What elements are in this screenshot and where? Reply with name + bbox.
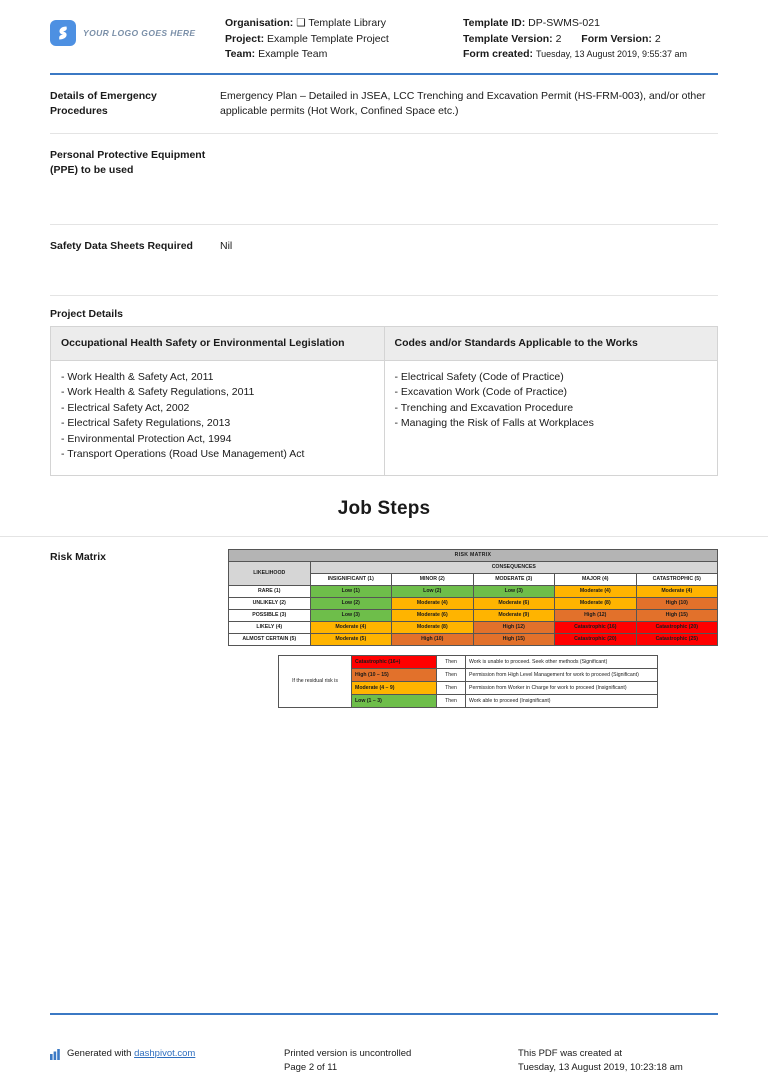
column-header-insignificant: INSIGNIFICANT (1) (310, 573, 392, 585)
legend-action: Work is unable to proceed. Seek other methods (Significant) (466, 655, 658, 668)
project-label: Project: (225, 32, 265, 45)
consequences-axis-label: CONSEQUENCES (310, 561, 718, 573)
table-row (51, 360, 718, 475)
template-version-label: Template Version: (463, 32, 553, 45)
risk-matrix-block (0, 536, 768, 708)
legend-action: Work able to proceed (Insignificant) (466, 694, 658, 707)
field-label: Details of Emergency Procedures (50, 89, 157, 117)
risk-cell: High (10) (636, 597, 718, 609)
risk-matrix-row-unlikely (229, 597, 718, 609)
form-created-label: Form created: (463, 48, 534, 60)
field-rows (0, 75, 768, 296)
legend-then: Then (437, 694, 466, 707)
organisation-label: Organisation: (225, 17, 294, 29)
risk-cell: Moderate (6) (392, 609, 474, 621)
list-item: - Electrical Safety Act, 2002 (61, 401, 190, 414)
risk-cell: Moderate (4) (310, 621, 392, 633)
risk-cell: Low (3) (473, 585, 555, 597)
risk-matrix-row-possible (229, 609, 718, 621)
risk-matrix-row-rare (229, 585, 718, 597)
legend-row-catastrophic (279, 655, 658, 668)
risk-cell: Low (2) (310, 597, 392, 609)
legend-action: Permission from Worker in Charge for work to proceed (Insignificant) (466, 681, 658, 694)
risk-cell: Catastrophic (20) (555, 633, 637, 645)
column-header-codes: Codes and/or Standards Applicable to the Works (384, 326, 718, 360)
field-value: Nil (220, 239, 233, 252)
organisation-line (225, 16, 463, 32)
column-header-legislation: Occupational Health Safety or Environmental Legislation (51, 326, 385, 360)
cell-codes-list (384, 360, 718, 475)
column-header-minor: MINOR (2) (392, 573, 474, 585)
footer-page-number: Page 2 of 11 (284, 1062, 338, 1073)
column-header-major: MAJOR (4) (555, 573, 637, 585)
project-details-table (50, 326, 718, 476)
document-header (0, 0, 768, 63)
residual-risk-qualifier: If the residual risk is (279, 655, 352, 707)
row-header-unlikely: UNLIKELY (2) (229, 597, 311, 609)
risk-cell: High (10) (392, 633, 474, 645)
project-details-title: Project Details (50, 307, 123, 320)
risk-cell: High (12) (555, 609, 637, 621)
risk-cell: Moderate (9) (473, 609, 555, 621)
column-header-moderate: MODERATE (3) (473, 573, 555, 585)
list-item: - Managing the Risk of Falls at Workplaces (394, 417, 594, 429)
risk-matrix-label: Risk Matrix (50, 550, 107, 563)
footer-generated-prefix: Generated with (67, 1048, 132, 1059)
field-value: Emergency Plan – Detailed in JSEA, LCC Trenching and Excavation Permit (HS-FRM-003), and/or other applicable permits (Hot Work, Confined Space etc.) (220, 89, 706, 117)
footer-generated-block (50, 1047, 284, 1075)
risk-cell: Moderate (8) (555, 597, 637, 609)
legend-action: Permission from High Level Management for work to proceed (Significant) (466, 668, 658, 681)
template-id-value: DP-SWMS-021 (528, 17, 600, 29)
list-item: - Work Health & Safety Act, 2011 (61, 370, 214, 383)
row-header-possible: POSSIBLE (3) (229, 609, 311, 621)
risk-matrix-title-row (229, 549, 718, 561)
organisation-value: ❑ Template Library (296, 17, 386, 29)
list-item: - Environmental Protection Act, 1994 (61, 432, 232, 445)
list-item: - Electrical Safety Regulations, 2013 (61, 417, 231, 429)
risk-cell: High (12) (473, 621, 555, 633)
legend-band: Catastrophic (16+) (352, 655, 437, 668)
form-created-value: Tuesday, 13 August 2019, 9:55:37 am (535, 49, 688, 59)
risk-matrix-axis-row (229, 561, 718, 573)
footer-print-block (284, 1047, 518, 1075)
risk-cell: Low (3) (310, 609, 392, 621)
version-line (463, 32, 718, 48)
field-value (220, 148, 718, 210)
risk-cell: Catastrophic (25) (636, 633, 718, 645)
form-created-line (463, 47, 718, 63)
legend-band: High (10 – 15) (352, 668, 437, 681)
risk-matrix-row-likely (229, 621, 718, 633)
dashpivot-link[interactable]: dashpivot.com (134, 1048, 196, 1059)
field-row-emergency-procedures (50, 75, 718, 134)
table-header-row (51, 326, 718, 360)
residual-risk-legend-table (278, 655, 658, 708)
risk-cell: High (15) (636, 609, 718, 621)
row-header-rare: RARE (1) (229, 585, 311, 597)
risk-matrix-table (228, 549, 718, 646)
risk-cell: Moderate (5) (310, 633, 392, 645)
bar-chart-icon (50, 1049, 61, 1060)
list-item: - Electrical Safety (Code of Practice) (394, 370, 564, 383)
document-footer (50, 1047, 718, 1075)
column-header-catastrophic: CATASTROPHIC (5) (636, 573, 718, 585)
list-item: - Transport Operations (Road Use Management) Act (61, 448, 305, 460)
team-line (225, 47, 463, 63)
team-value: Example Team (258, 48, 328, 60)
legend-band: Low (1 – 3) (352, 694, 437, 707)
form-version-value: 2 (654, 32, 661, 45)
risk-matrix-title: RISK MATRIX (229, 549, 718, 561)
field-label: Safety Data Sheets Required (50, 239, 193, 252)
template-version-value: 2 (555, 32, 562, 45)
legend-then: Then (437, 681, 466, 694)
project-line (225, 32, 463, 48)
footer-generated-text (67, 1047, 195, 1061)
list-item: - Trenching and Excavation Procedure (394, 401, 574, 414)
field-row-safety-data-sheets (50, 225, 718, 296)
risk-cell: Low (1) (310, 585, 392, 597)
template-id-line (463, 16, 718, 32)
row-header-almost-certain: ALMOST CERTAIN (5) (229, 633, 311, 645)
risk-cell: Low (2) (392, 585, 474, 597)
form-version-label: Form Version: (581, 32, 652, 45)
logo-block (50, 16, 225, 46)
footer-created-timestamp: Tuesday, 13 August 2019, 10:23:18 am (518, 1062, 683, 1073)
field-row-ppe (50, 134, 718, 225)
risk-cell: Catastrophic (20) (636, 621, 718, 633)
team-label: Team: (225, 48, 256, 60)
risk-cell: Moderate (8) (392, 621, 474, 633)
risk-cell: Moderate (4) (636, 585, 718, 597)
likelihood-axis-label: LIKELIHOOD (229, 561, 311, 585)
field-label: Personal Protective Equipment (PPE) to be used (50, 148, 206, 176)
footer-created-block (518, 1047, 718, 1075)
risk-cell: High (15) (473, 633, 555, 645)
cell-legislation-list (51, 360, 385, 475)
footer-printed-line: Printed version is uncontrolled (284, 1048, 412, 1059)
header-meta-left (225, 16, 463, 63)
legend-then: Then (437, 655, 466, 668)
job-steps-heading: Job Steps (337, 497, 431, 519)
list-item: - Work Health & Safety Regulations, 2011 (61, 386, 255, 398)
risk-matrix-body (228, 549, 718, 708)
list-item: - Excavation Work (Code of Practice) (394, 386, 568, 398)
legend-band: Moderate (4 – 9) (352, 681, 437, 694)
row-header-likely: LIKELY (4) (229, 621, 311, 633)
logo-text: YOUR LOGO GOES HERE (83, 28, 196, 38)
risk-cell: Moderate (4) (392, 597, 474, 609)
footer-divider (50, 1013, 718, 1015)
dashpivot-logo-icon (50, 20, 76, 46)
project-value: Example Template Project (267, 32, 389, 45)
legend-then: Then (437, 668, 466, 681)
template-id-label: Template ID: (463, 17, 526, 29)
header-meta-right (463, 16, 718, 63)
risk-cell: Moderate (6) (473, 597, 555, 609)
footer-created-label: This PDF was created at (518, 1048, 623, 1059)
risk-matrix-row-almost-certain (229, 633, 718, 645)
risk-cell: Moderate (4) (555, 585, 637, 597)
risk-cell: Catastrophic (16) (555, 621, 637, 633)
project-details-table-wrap (0, 326, 768, 476)
